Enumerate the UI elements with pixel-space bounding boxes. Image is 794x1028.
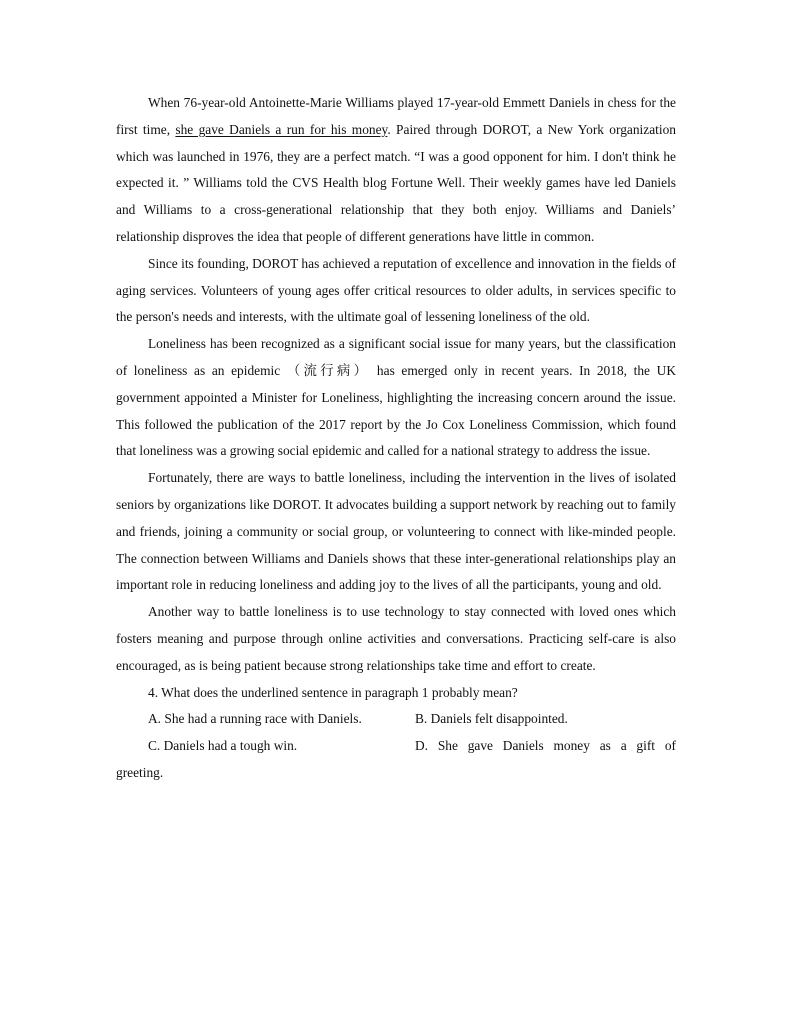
paragraph-2: Since its founding, DOROT has achieved a reputation of excellence and innovation in the fields of aging services. Volunteers of young ages offer critical resources to older adults, in services specific to the person's needs and interests, with the ultimate goal of lessening loneliness of the old.: [116, 255, 676, 325]
question-stem: 4. What does the underlined sentence in paragraph 1 probably mean?: [148, 684, 518, 700]
option-a: A. She had a running race with Daniels.: [148, 711, 362, 727]
options-row-2: [116, 733, 676, 760]
options-row-1: [116, 706, 676, 733]
option-d: D. She gave Daniels money as a gift of: [415, 738, 676, 754]
paragraph-1: [116, 90, 676, 251]
paragraph-1-end: . Paired through DOROT, a New York organization which was launched in 1976, they are a perfect match. “I was a good opponent for him. I don't think he expected it. ” Williams told the CVS Health blog Fortune Well. Their weekly games have led Daniels and Williams to a cross-generational relationship that they both enjoy. Williams and Daniels’ relationship disproves the idea that people of different generations have little in common.: [116, 121, 676, 244]
paragraph-4: Fortunately, there are ways to battle loneliness, including the intervention in the lives of isolated seniors by organizations like DOROT. It advocates building a support network by reaching out to family and friends, joining a community or social group, or volunteering to connect with like-minded people. The connection between Williams and Daniels shows that these inter-generational relationships play an important role in reducing loneliness and adding joy to the lives of all the participants, young and old.: [116, 470, 676, 593]
paragraph-3: Loneliness has been recognized as a significant social issue for many years, but the classification of loneliness as an epidemic （流行病） has emerged only in recent years. In 2018, the UK government appointed a Minister for Loneliness, highlighting the increasing concern around the issue. This followed the publication of the 2017 report by the Jo Cox Loneliness Commission, which found that loneliness was a growing social epidemic and called for a national strategy to address the issue.: [116, 336, 676, 459]
paragraph-5: Another way to battle loneliness is to use technology to stay connected with loved ones which fosters meaning and purpose through online activities and conversations. Practicing self-care is also encouraged, as is being patient because strong relationships take time and effort to create.: [116, 604, 676, 673]
document-page: [116, 90, 676, 787]
underlined-sentence: she gave Daniels a run for his money: [175, 121, 388, 137]
option-c: C. Daniels had a tough win.: [148, 738, 298, 754]
paragraph-1-start: When 76-year-old Antoinette-Marie Williams played 17-year-old Emmett Daniels in chess for the first time,: [116, 95, 676, 137]
option-b: B. Daniels felt disappointed.: [415, 711, 568, 727]
option-d-continuation: greeting.: [116, 764, 164, 780]
